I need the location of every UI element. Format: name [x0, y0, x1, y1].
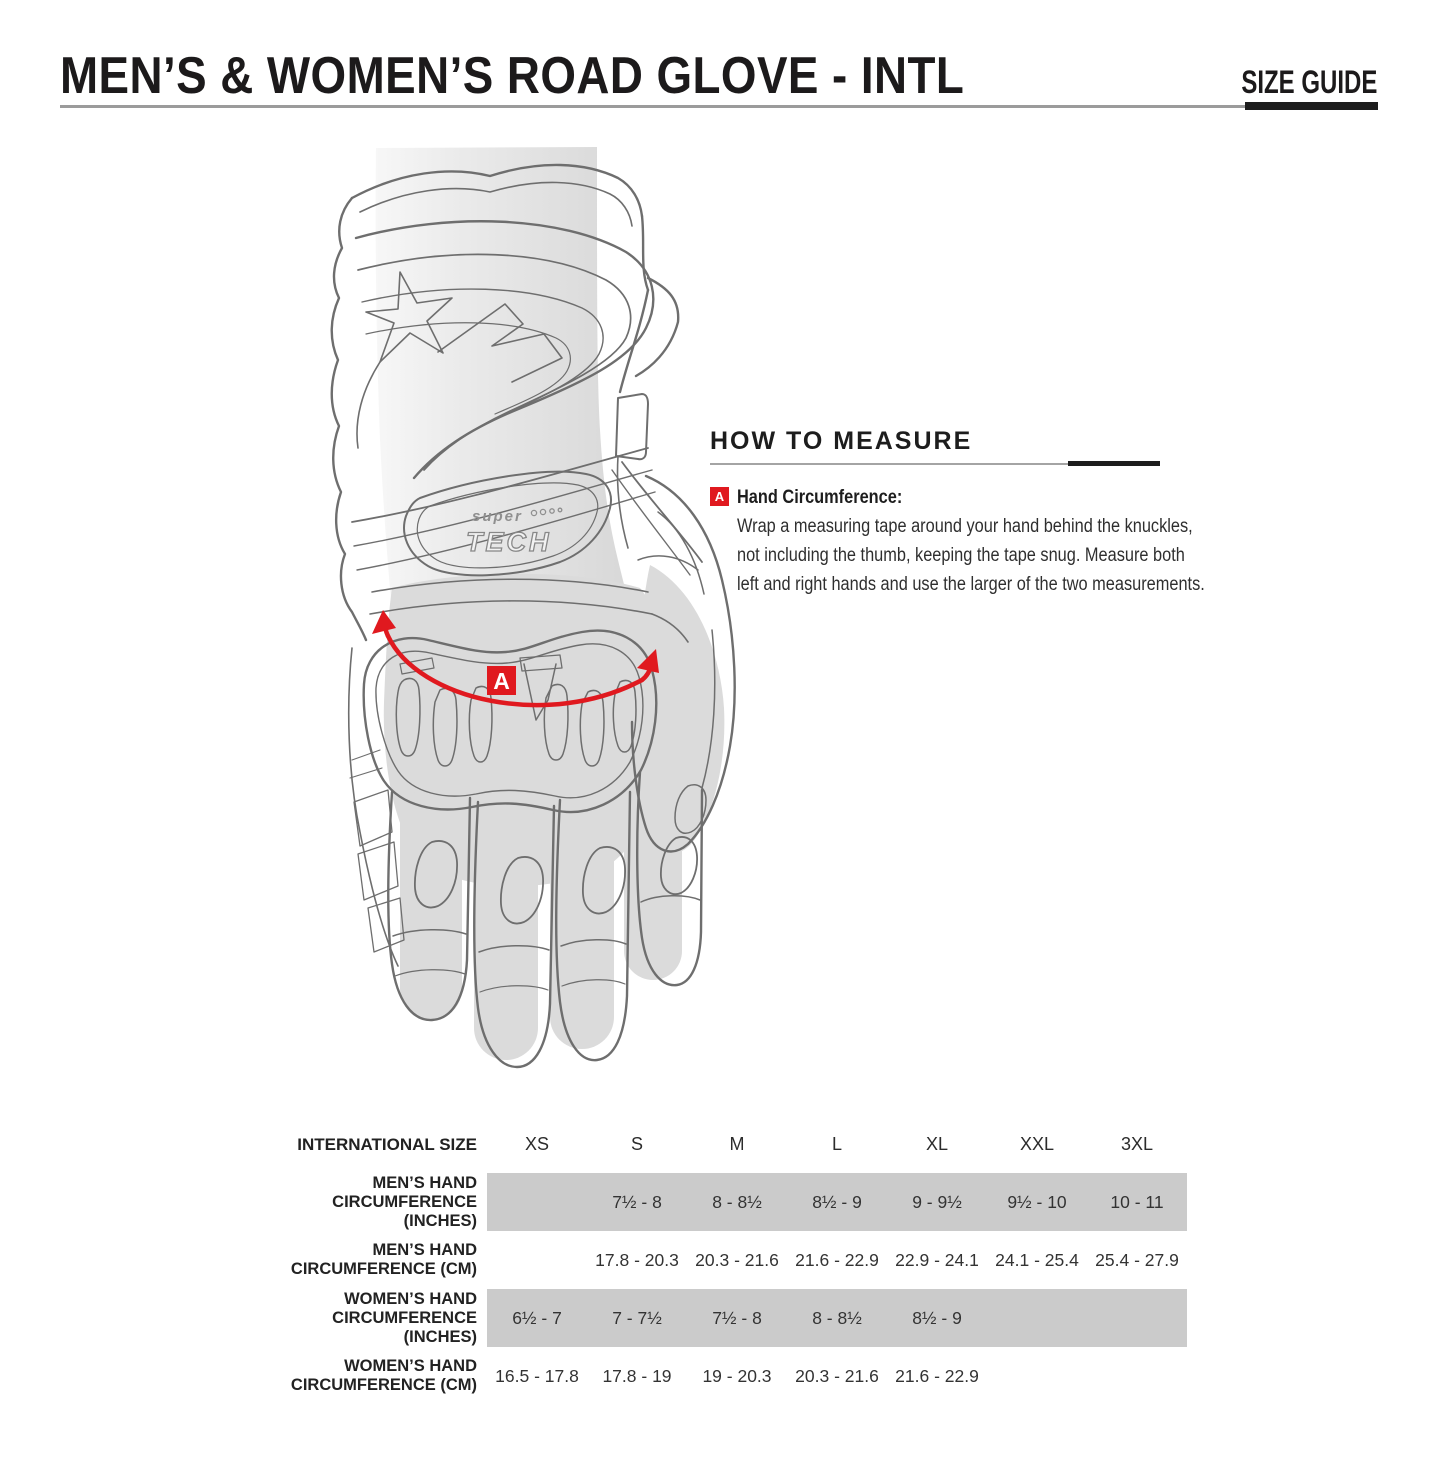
table-row-womens-cm [260, 1347, 1187, 1405]
measure-item-title: Hand Circumference: [737, 487, 903, 508]
size-value: 9 - 9½ [912, 1191, 962, 1212]
size-value [1087, 1289, 1187, 1347]
measure-item-line: left and right hands and use the larger of the two measurements. [737, 574, 1205, 595]
row-band [487, 1231, 1187, 1289]
size-value: 9½ - 10 [1007, 1191, 1067, 1212]
size-table-header-label: INTERNATIONAL SIZE [297, 1134, 477, 1154]
page-title: MEN’S & WOMEN’S ROAD GLOVE - INTL [60, 47, 965, 105]
header-divider-accent [1245, 102, 1378, 110]
hand-silhouette [376, 147, 725, 1060]
header-divider [60, 105, 1378, 108]
size-value [987, 1289, 1087, 1347]
size-table-header-band [487, 1115, 1187, 1173]
size-value [1087, 1347, 1187, 1405]
size-value: 16.5 - 17.8 [495, 1365, 579, 1386]
size-table-header-row [260, 1115, 1187, 1173]
size-value: 10 - 11 [1110, 1191, 1164, 1212]
measure-instructions [737, 483, 1205, 599]
size-value: 24.1 - 25.4 [995, 1249, 1079, 1270]
size-value: 8½ - 9 [812, 1191, 862, 1212]
size-value: 20.3 - 21.6 [695, 1249, 779, 1270]
size-value: 8½ - 9 [912, 1307, 962, 1328]
table-row-mens-cm [260, 1231, 1187, 1289]
marker-a-box [487, 666, 516, 695]
table-row-womens-inches [260, 1289, 1187, 1347]
how-to-measure-heading: HOW TO MEASURE [710, 427, 973, 455]
brand-text-small: super [472, 508, 523, 525]
row-label: WOMEN’S HAND CIRCUMFERENCE (INCHES) [332, 1289, 477, 1346]
measure-point-a-badge: A [710, 487, 729, 506]
size-value: 17.8 - 19 [602, 1365, 672, 1386]
size-value [487, 1231, 587, 1289]
size-value: 7 - 7½ [612, 1307, 662, 1328]
size-value: 25.4 - 27.9 [1095, 1249, 1179, 1270]
row-label: MEN’S HAND CIRCUMFERENCE (INCHES) [332, 1173, 477, 1230]
size-header: S [630, 1133, 643, 1154]
size-header: XXL [1019, 1133, 1055, 1154]
size-table [260, 1115, 1187, 1405]
size-value: 21.6 - 22.9 [795, 1249, 879, 1270]
table-row-mens-inches [260, 1173, 1187, 1231]
row-label: WOMEN’S HAND CIRCUMFERENCE (CM) [290, 1357, 477, 1394]
size-header: XL [925, 1133, 949, 1154]
size-header: 3XL [1120, 1133, 1154, 1154]
row-band [487, 1289, 1187, 1347]
size-value [487, 1173, 587, 1231]
row-band [487, 1173, 1187, 1231]
measure-item-line: not including the thumb, keeping the tape snug. Measure both [737, 545, 1185, 566]
size-header: L [831, 1133, 842, 1154]
glove-svg [280, 130, 780, 1105]
size-header: M [729, 1133, 745, 1154]
size-value: 7½ - 8 [712, 1307, 762, 1328]
size-value [987, 1347, 1087, 1405]
size-value: 6½ - 7 [512, 1307, 562, 1328]
size-value: 17.8 - 20.3 [595, 1249, 679, 1270]
brand-text-large: TECH [466, 527, 552, 557]
size-header: XS [524, 1133, 549, 1154]
glove-illustration [280, 130, 780, 1105]
size-value: 8 - 8½ [712, 1191, 762, 1212]
measure-item-line: Wrap a measuring tape around your hand behind the knuckles, [737, 516, 1193, 537]
size-value: 7½ - 8 [612, 1191, 662, 1212]
how-to-measure-divider-accent [1068, 461, 1160, 466]
row-band [487, 1347, 1187, 1405]
size-value: 19 - 20.3 [702, 1365, 772, 1386]
size-value: 21.6 - 22.9 [895, 1365, 979, 1386]
marker-a-letter: A [493, 668, 510, 694]
size-value: 20.3 - 21.6 [795, 1365, 879, 1386]
row-label: MEN’S HAND CIRCUMFERENCE (CM) [290, 1241, 477, 1278]
size-value: 22.9 - 24.1 [895, 1249, 979, 1270]
size-value: 8 - 8½ [812, 1307, 862, 1328]
size-guide-label: SIZE GUIDE [1240, 64, 1377, 100]
